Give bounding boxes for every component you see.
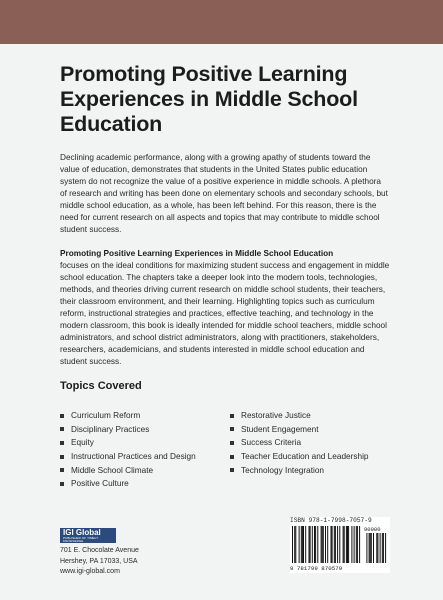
publisher-website: www.igi-global.com xyxy=(60,568,120,575)
bullet-icon xyxy=(230,414,234,418)
logo-text: IGI Global xyxy=(63,528,101,537)
publisher-block xyxy=(60,528,200,578)
topic-label: Middle School Climate xyxy=(71,465,154,475)
isbn-digits: 9 781799 870579 xyxy=(290,565,343,572)
topic-item xyxy=(60,436,230,450)
isbn-label: ISBN 978-1-7998-7057-9 xyxy=(290,517,372,524)
publisher-address xyxy=(60,546,200,578)
topic-item xyxy=(60,409,230,423)
topic-label: Equity xyxy=(71,438,94,448)
book-title: Promoting Positive Learning Experiences in Middle School Education xyxy=(60,62,358,136)
topic-label: Teacher Education and Leadership xyxy=(241,452,369,462)
topics-list xyxy=(60,409,400,491)
bullet-icon xyxy=(230,427,234,431)
bullet-icon xyxy=(60,482,64,486)
description-paragraph xyxy=(60,248,390,368)
description-text: focuses on the ideal conditions for maximizing student success and engagement in middle school education. The chapters take a deeper look into the modern tools, technologies, methods, and theories driving current research on middle school students, their teachers, their classroom environment, and their learning. Highlighting topics such as curriculum reform, instructional strategies and practices, effective teaching, and technology in the modern classroom, this book is ideally intended for middle school teachers, middle school administrators, and school district administrators, along with practitioners, stakeholders, researchers, academicians, and students interested in middle school education and student success. xyxy=(60,261,390,366)
topic-item xyxy=(230,463,400,477)
bullet-icon xyxy=(60,414,64,418)
topic-item xyxy=(60,450,230,464)
topic-label: Positive Culture xyxy=(71,479,129,489)
topic-item xyxy=(60,477,230,491)
bullet-icon xyxy=(60,427,64,431)
topic-item xyxy=(230,409,400,423)
bullet-icon xyxy=(230,468,234,472)
main-text-block xyxy=(60,62,390,392)
address-line-1: 701 E. Chocolate Avenue xyxy=(60,547,139,554)
topic-item xyxy=(230,423,400,437)
address-line-2: Hershey, PA 17033, USA xyxy=(60,557,138,565)
topics-heading: Topics Covered xyxy=(60,380,142,392)
topic-item xyxy=(230,436,400,450)
topic-label: Technology Integration xyxy=(241,465,325,475)
topic-label: Restorative Justice xyxy=(241,411,311,421)
topic-item xyxy=(230,450,400,464)
bullet-icon xyxy=(230,441,234,445)
barcode-graphic xyxy=(292,526,388,564)
topic-label: Disciplinary Practices xyxy=(71,424,150,434)
bullet-icon xyxy=(230,455,234,459)
topic-item xyxy=(60,463,230,477)
topic-item xyxy=(60,423,230,437)
bullet-icon xyxy=(60,468,64,472)
bullet-icon xyxy=(60,441,64,445)
topics-column-right xyxy=(230,409,400,491)
isbn-addon-code: 90000 xyxy=(364,526,381,533)
topic-label: Instructional Practices and Design xyxy=(71,452,196,462)
top-color-band xyxy=(0,0,443,44)
topic-label: Success Criteria xyxy=(241,438,302,448)
logo-subtext: PUBLISHER OF TIMELY KNOWLEDGE xyxy=(63,536,99,543)
book-title-reference: Promoting Positive Learning Experiences in Middle School Education xyxy=(60,249,334,258)
topics-column-left xyxy=(60,409,230,491)
intro-paragraph: Declining academic performance, along with a growing apathy of students toward the value of education, demonstrates that students in the United States public education system do not recognize the value of a positive experience in middle schools. A plethora of research and writing has been done on elementary schools and secondary schools, but middle school education, as a whole, has been left behind. For this reason, there is the need for current research on all aspects and topics that may contribute to middle school student success. xyxy=(60,153,388,234)
topic-label: Curriculum Reform xyxy=(71,411,141,421)
publisher-logo xyxy=(60,528,116,543)
isbn-barcode-block xyxy=(290,517,390,573)
topic-label: Student Engagement xyxy=(241,424,319,434)
bullet-icon xyxy=(60,455,64,459)
